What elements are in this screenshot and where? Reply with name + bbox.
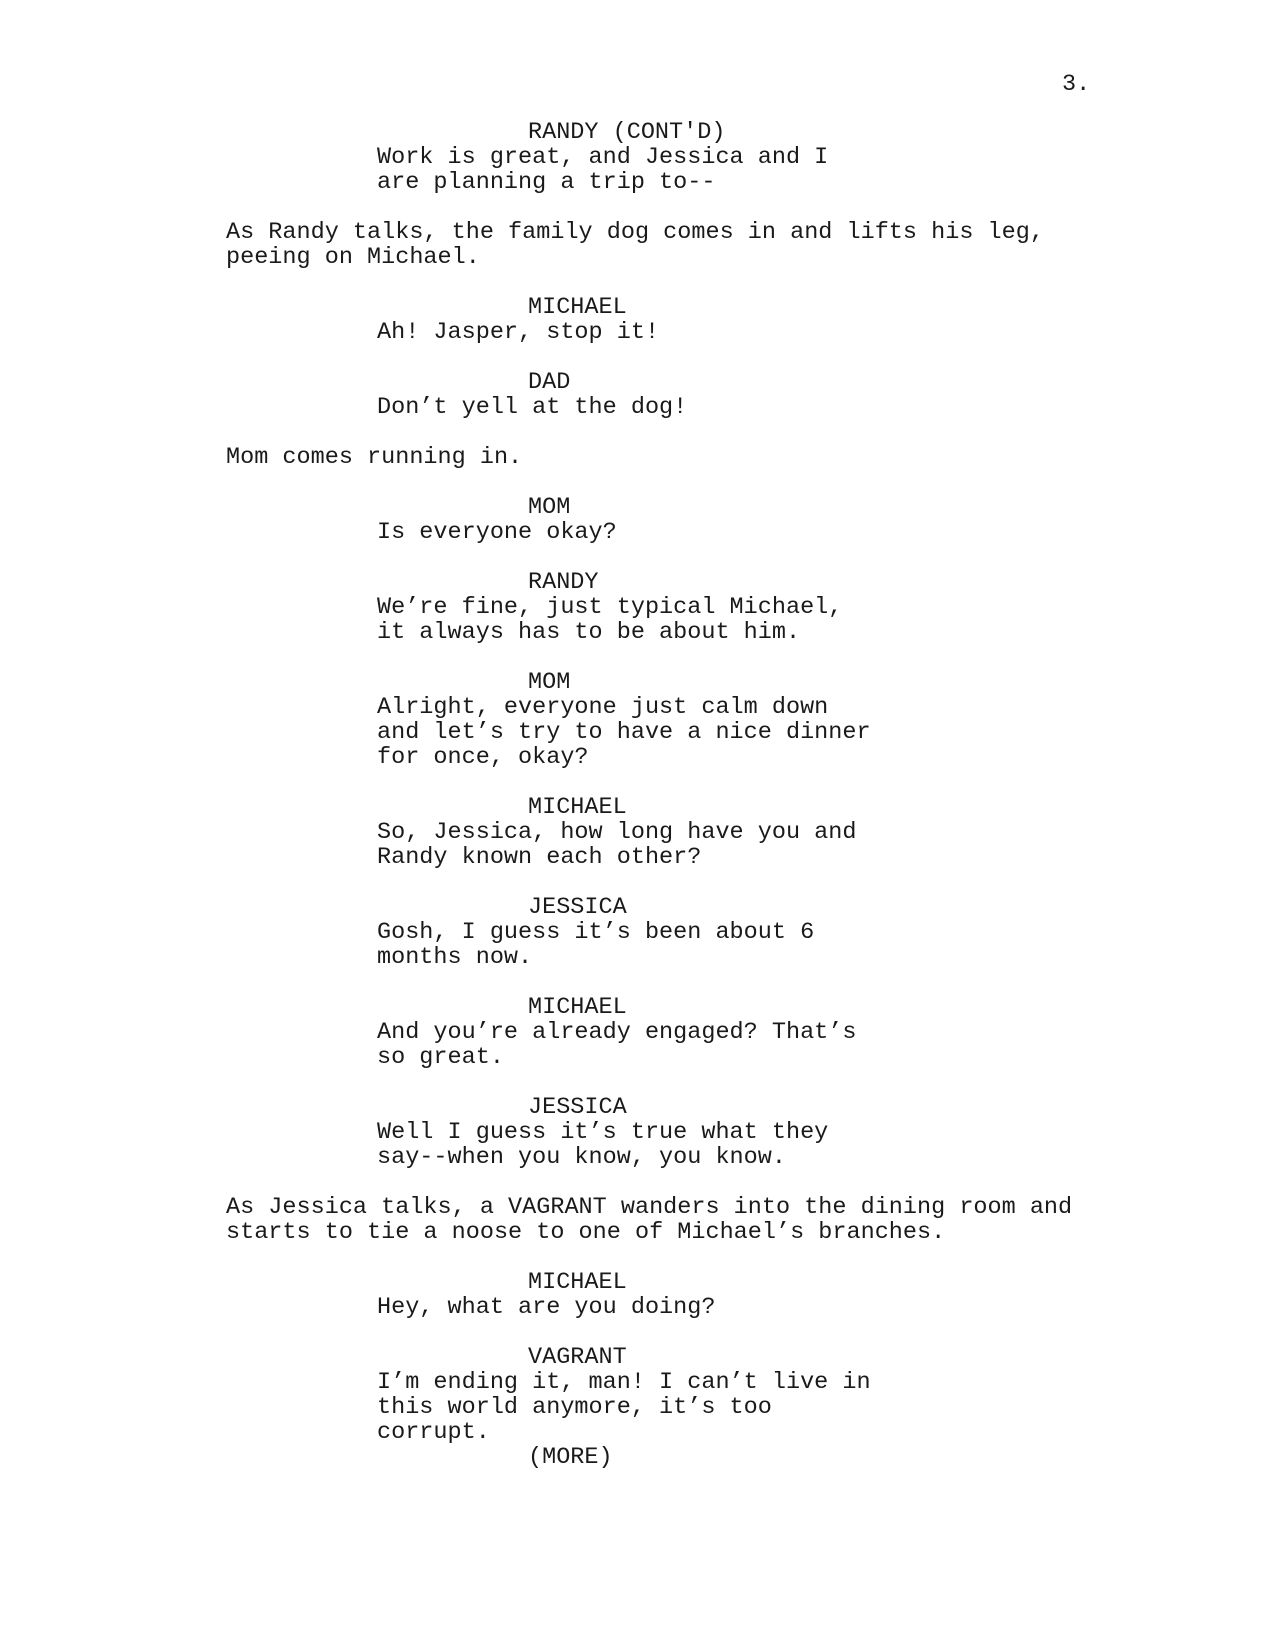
action-line: starts to tie a noose to one of Michael’s branches. — [226, 1219, 946, 1246]
action-line: As Randy talks, the family dog comes in and lifts his leg, — [226, 219, 1044, 246]
dialogue-line: We’re fine, just typical Michael, — [377, 594, 843, 621]
action-line: As Jessica talks, a VAGRANT wanders into the dining room and — [226, 1194, 1073, 1221]
dialogue-line: Well I guess it’s true what they — [377, 1119, 829, 1146]
character-name: MOM — [528, 669, 571, 696]
dialogue-line: So, Jessica, how long have you and — [377, 819, 857, 846]
character-name: MICHAEL — [528, 794, 627, 821]
character-name: MICHAEL — [528, 294, 627, 321]
action-line: Mom comes running in. — [226, 444, 523, 471]
dialogue-line: Ah! Jasper, stop it! — [377, 319, 660, 346]
dialogue-line: Hey, what are you doing? — [377, 1294, 716, 1321]
dialogue-line: Is everyone okay? — [377, 519, 617, 546]
dialogue-line: so great. — [377, 1044, 504, 1071]
dialogue-line: are planning a trip to-- — [377, 169, 716, 196]
character-name: RANDY — [528, 569, 599, 596]
page-number: 3. — [1062, 71, 1091, 98]
character-name: JESSICA — [528, 894, 627, 921]
dialogue-line: it always has to be about him. — [377, 619, 801, 646]
dialogue-line: And you’re already engaged? That’s — [377, 1019, 857, 1046]
character-name: JESSICA — [528, 1094, 627, 1121]
character-name: MICHAEL — [528, 1269, 627, 1296]
dialogue-line: for once, okay? — [377, 744, 589, 771]
dialogue-line: and let’s try to have a nice dinner — [377, 719, 871, 746]
script-body — [0, 120, 1275, 1470]
dialogue-line: Alright, everyone just calm down — [377, 694, 829, 721]
character-name: MOM — [528, 494, 571, 521]
dialogue-line: say--when you know, you know. — [377, 1144, 786, 1171]
dialogue-line: Randy known each other? — [377, 844, 702, 871]
dialogue-line: corrupt. — [377, 1419, 490, 1446]
dialogue-line: Don’t yell at the dog! — [377, 394, 688, 421]
more-continuation: (MORE) — [528, 1444, 613, 1471]
dialogue-line: Gosh, I guess it’s been about 6 — [377, 919, 815, 946]
character-name: MICHAEL — [528, 994, 627, 1021]
character-name: DAD — [528, 369, 571, 396]
action-line: peeing on Michael. — [226, 244, 480, 271]
dialogue-line: months now. — [377, 944, 533, 971]
character-name: VAGRANT — [528, 1344, 627, 1371]
dialogue-line: I’m ending it, man! I can’t live in — [377, 1369, 871, 1396]
dialogue-line: this world anymore, it’s too — [377, 1394, 772, 1421]
character-name: RANDY (CONT'D) — [528, 119, 726, 146]
dialogue-line: Work is great, and Jessica and I — [377, 144, 829, 171]
